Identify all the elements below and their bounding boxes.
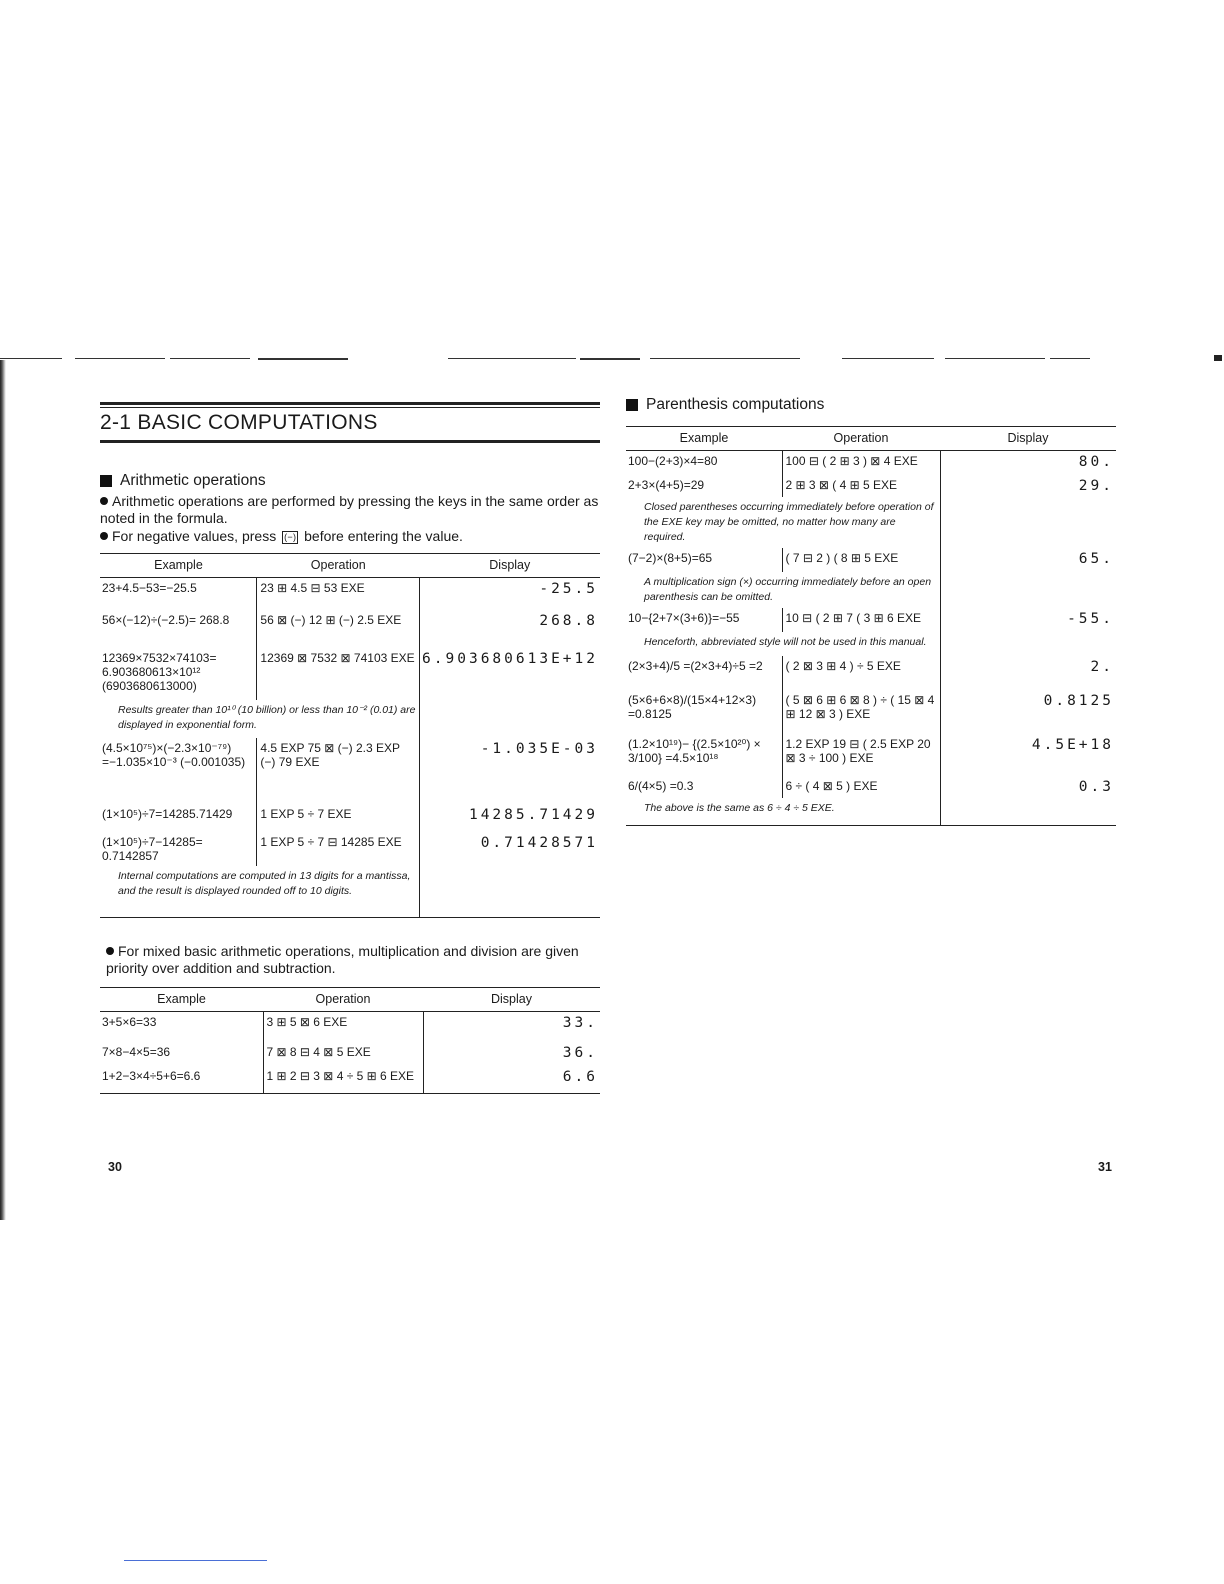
table-row bbox=[626, 608, 1116, 632]
display-cell: 0.71428571 bbox=[420, 832, 600, 866]
display-cell: 4.5E+18 bbox=[940, 734, 1116, 776]
square-bullet-icon bbox=[100, 475, 112, 487]
table-row bbox=[626, 451, 1116, 475]
table-note-row bbox=[626, 632, 1116, 656]
footnote: Closed parentheses occurring immediately before operation of the EXE key may be omitted, no matter how many are required. bbox=[644, 500, 934, 543]
table-row bbox=[100, 738, 600, 804]
page-number-left: 30 bbox=[108, 1160, 122, 1174]
table-note-row bbox=[626, 572, 1116, 608]
display-cell: -1.035E-03 bbox=[420, 738, 600, 804]
table-row bbox=[100, 1066, 600, 1094]
table-row bbox=[100, 578, 600, 610]
operation-cell: ( 7 ⊟ 2 ) ( 8 ⊞ 5 EXE bbox=[782, 548, 940, 572]
example-cell: (2×3+4)/5 =(2×3+4)÷5 =2 bbox=[628, 658, 763, 673]
table-note-row bbox=[100, 866, 600, 918]
arithmetic-heading: Arithmetic operations bbox=[100, 472, 266, 490]
bullet-dot-icon bbox=[106, 947, 114, 955]
operation-cell: 2 ⊞ 3 ⊠ ( 4 ⊞ 5 EXE bbox=[782, 475, 940, 497]
example-cell: (7−2)×(8+5)=65 bbox=[628, 550, 713, 565]
example-cell: (1×10⁵)÷7−14285= 0.7142857 bbox=[102, 834, 203, 863]
display-cell: -25.5 bbox=[420, 578, 600, 610]
table-row bbox=[626, 548, 1116, 572]
example-cell: (4.5×10⁷⁵)×(−2.3×10⁻⁷⁹) =−1.035×10⁻³ (−0.001035) bbox=[102, 740, 246, 769]
operation-cell: 56 ⊠ (−) 12 ⊞ (−) 2.5 EXE bbox=[257, 610, 420, 648]
example-cell: 100−(2+3)×4=80 bbox=[628, 454, 718, 468]
scan-edge-shadow bbox=[0, 360, 6, 1220]
col-header-example: Example bbox=[100, 988, 263, 1012]
col-header-example: Example bbox=[626, 427, 782, 451]
display-cell: 14285.71429 bbox=[420, 804, 600, 832]
display-cell: -55. bbox=[940, 608, 1116, 632]
footer-rule bbox=[124, 1560, 267, 1561]
col-header-operation: Operation bbox=[782, 427, 940, 451]
operation-cell: 1 ⊞ 2 ⊟ 3 ⊠ 4 ÷ 5 ⊞ 6 EXE bbox=[263, 1066, 423, 1094]
display-cell: 33. bbox=[423, 1012, 600, 1042]
operation-cell: 10 ⊟ ( 2 ⊞ 7 ( 3 ⊞ 6 EXE bbox=[782, 608, 940, 632]
chapter-title: 2-1 BASIC COMPUTATIONS bbox=[100, 411, 378, 434]
arithmetic-table bbox=[100, 553, 600, 918]
col-header-operation: Operation bbox=[257, 554, 420, 578]
table-row bbox=[100, 804, 600, 832]
operation-cell: 3 ⊞ 5 ⊠ 6 EXE bbox=[263, 1012, 423, 1042]
table-row bbox=[626, 656, 1116, 690]
example-cell: 56×(−12)÷(−2.5)= 268.8 bbox=[102, 612, 230, 627]
operation-cell: ( 5 ⊠ 6 ⊞ 6 ⊠ 8 ) ÷ ( 15 ⊠ 4 ⊞ 12 ⊠ 3 ) EXE bbox=[782, 690, 940, 734]
example-cell: 12369×7532×74103= 6.903680613×10¹² (6903680613000) bbox=[102, 650, 217, 693]
operation-cell: ( 2 ⊠ 3 ⊞ 4 ) ÷ 5 EXE bbox=[782, 656, 940, 690]
parenthesis-table bbox=[626, 426, 1116, 826]
display-cell: 6.6 bbox=[423, 1066, 600, 1094]
bullet-priority: For mixed basic arithmetic operations, multiplication and division are given priority over addition and subtraction. bbox=[106, 943, 579, 976]
table-row bbox=[100, 1042, 600, 1066]
example-cell: 1+2−3×4÷5+6=6.6 bbox=[100, 1066, 263, 1094]
table-row bbox=[626, 734, 1116, 776]
footnote: Results greater than 10¹⁰ (10 billion) or less than 10⁻² (0.01) are displayed in exponential form. bbox=[118, 703, 416, 731]
bullet-arith-order: Arithmetic operations are performed by pressing the keys in the same order as noted in the formula. bbox=[100, 493, 599, 526]
footnote: Henceforth, abbreviated style will not be used in this manual. bbox=[644, 635, 927, 648]
operation-cell: 1.2 EXP 19 ⊟ ( 2.5 EXP 20 ⊠ 3 ÷ 100 ) EXE bbox=[782, 734, 940, 776]
table-row bbox=[100, 832, 600, 866]
operation-cell: 4.5 EXP 75 ⊠ (−) 2.3 EXP (−) 79 EXE bbox=[257, 738, 420, 804]
operation-cell: 1 EXP 5 ÷ 7 EXE bbox=[257, 804, 420, 832]
operation-cell: 12369 ⊠ 7532 ⊠ 74103 EXE bbox=[257, 648, 420, 700]
bullet-negative-values: For negative values, press (−) before entering the value. bbox=[100, 528, 600, 545]
display-cell: 0.8125 bbox=[940, 690, 1116, 734]
operation-cell: 23 ⊞ 4.5 ⊟ 53 EXE bbox=[257, 578, 420, 610]
example-cell: 6/(4×5) =0.3 bbox=[628, 778, 694, 793]
display-cell: 29. bbox=[940, 475, 1116, 497]
example-cell: 10−{2+7×(3+6)}=−55 bbox=[628, 610, 740, 625]
table-note-row bbox=[100, 700, 600, 738]
col-header-display: Display bbox=[423, 988, 600, 1012]
operation-cell: 100 ⊟ ( 2 ⊞ 3 ) ⊠ 4 EXE bbox=[782, 451, 940, 475]
col-header-operation: Operation bbox=[263, 988, 423, 1012]
priority-table bbox=[100, 987, 600, 1094]
display-cell: 6.903680613E+12 bbox=[420, 648, 600, 700]
footnote: A multiplication sign (×) occurring immediately before an open parenthesis can be omitted. bbox=[644, 575, 932, 603]
footnote: The above is the same as 6 ÷ 4 ÷ 5 EXE. bbox=[626, 798, 940, 826]
operation-cell: 1 EXP 5 ÷ 7 ⊟ 14285 EXE bbox=[257, 832, 420, 866]
example-cell: (1×10⁵)÷7=14285.71429 bbox=[102, 806, 233, 821]
operation-cell: 6 ÷ ( 4 ⊠ 5 ) EXE bbox=[782, 776, 940, 798]
operation-cell: 7 ⊠ 8 ⊟ 4 ⊠ 5 EXE bbox=[263, 1042, 423, 1066]
footnote: Internal computations are computed in 13 digits for a mantissa, and the result is displayed rounded off to 10 digits. bbox=[100, 866, 420, 918]
display-cell: 2. bbox=[940, 656, 1116, 690]
display-cell: 0.3 bbox=[940, 776, 1116, 798]
col-header-display: Display bbox=[940, 427, 1116, 451]
display-cell: 36. bbox=[423, 1042, 600, 1066]
table-note-row bbox=[626, 497, 1116, 548]
table-row bbox=[626, 776, 1116, 798]
example-cell: 23+4.5−53=−25.5 bbox=[102, 581, 197, 595]
table-row bbox=[100, 648, 600, 700]
example-cell: 2+3×(4+5)=29 bbox=[628, 477, 705, 492]
table-row bbox=[626, 475, 1116, 497]
square-bullet-icon bbox=[626, 399, 638, 411]
bullet-dot-icon bbox=[100, 532, 108, 540]
scan-mark bbox=[1214, 355, 1222, 361]
negative-key-icon: (−) bbox=[284, 532, 297, 542]
col-header-display: Display bbox=[420, 554, 600, 578]
example-cell: 3+5×6=33 bbox=[102, 1015, 157, 1029]
table-row bbox=[626, 690, 1116, 734]
table-row bbox=[100, 1012, 600, 1042]
table-note-row bbox=[626, 798, 1116, 826]
display-cell: 65. bbox=[940, 548, 1116, 572]
table-row bbox=[100, 610, 600, 648]
parenthesis-heading: Parenthesis computations bbox=[626, 396, 824, 414]
example-cell: 7×8−4×5=36 bbox=[102, 1044, 171, 1059]
col-header-example: Example bbox=[100, 554, 257, 578]
display-cell: 80. bbox=[940, 451, 1116, 475]
page-number-right: 31 bbox=[1098, 1160, 1112, 1174]
display-cell: 268.8 bbox=[420, 610, 600, 648]
example-cell: (5×6+6×8)/(15×4+12×3) =0.8125 bbox=[628, 692, 757, 721]
bullet-dot-icon bbox=[100, 497, 108, 505]
example-cell: (1.2×10¹⁹)− {(2.5×10²⁰) × 3/100} =4.5×10¹⁸ bbox=[628, 736, 761, 765]
